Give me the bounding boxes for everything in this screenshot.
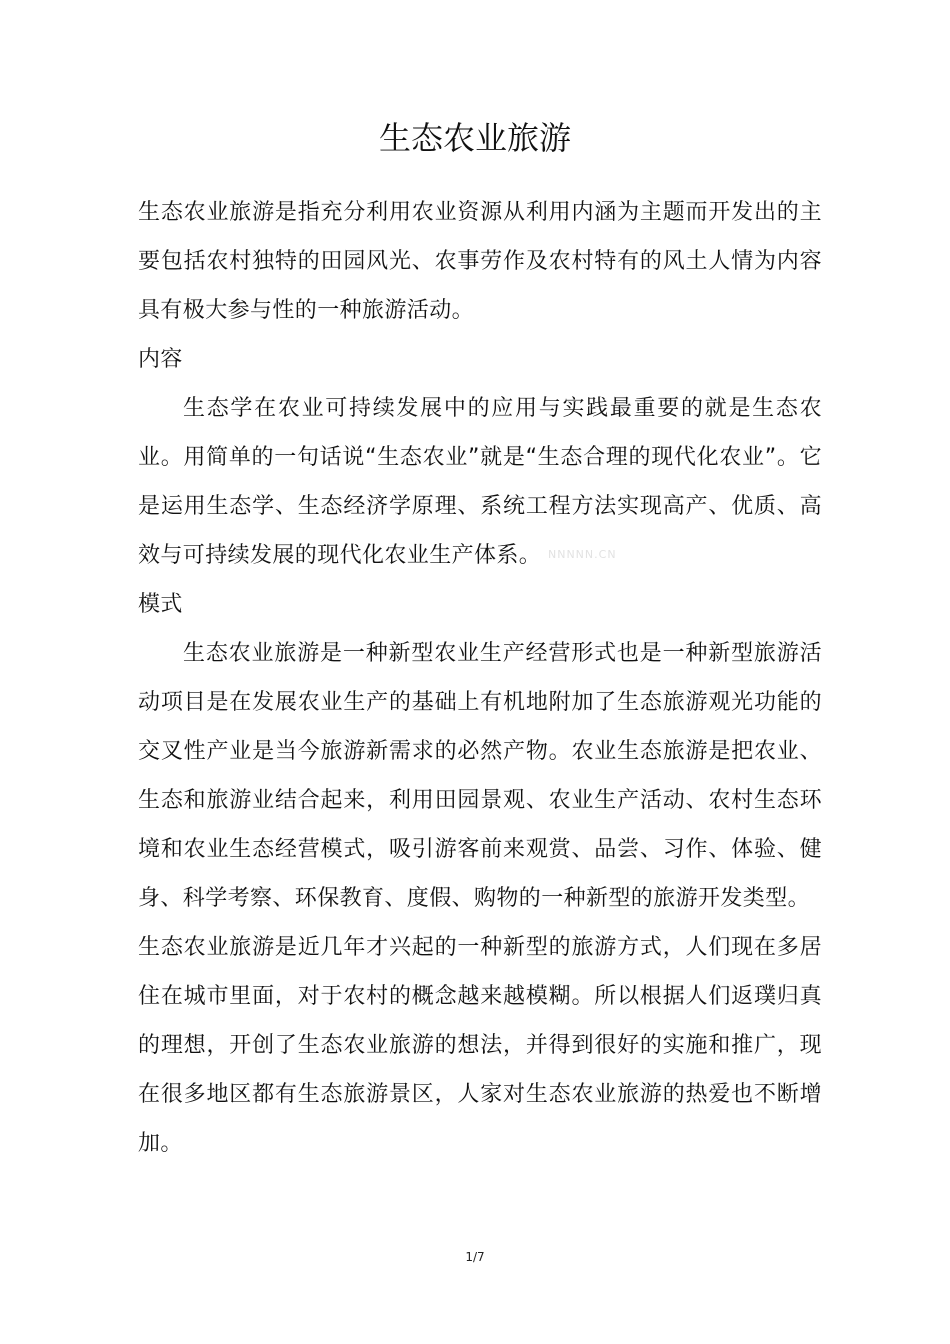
- page-number: 1/7: [465, 1250, 485, 1264]
- mode-paragraph-2: 生态农业旅游是近几年才兴起的一种新型的旅游方式，人们现在多居住在城市里面，对于农村的概念越来越模糊。所以根据人们返璞归真的理想，开创了生态农业旅游的想法，并得到很好的实施和推广，现在很多地区都有生态旅游景区，人家对生态农业旅游的热爱也不断增加。: [138, 935, 822, 1156]
- document-body: [138, 188, 822, 1168]
- watermark-text: NNNNN.CN: [548, 548, 617, 561]
- intro-paragraph: 生态农业旅游是指充分利用农业资源从利用内涵为主题而开发出的主要包括农村独特的田园风光、农事劳作及农村特有的风土人情为内容具有极大参与性的一种旅游活动。: [138, 200, 822, 323]
- mode-paragraph-1: 生态农业旅游是一种新型农业生产经营形式也是一种新型旅游活动项目是在发展农业生产的基础上有机地附加了生态旅游观光功能的交叉性产业是当今旅游新需求的必然产物。农业生态旅游是把农业、生态和旅游业结合起来，利用田园景观、农业生产活动、农村生态环境和农业生态经营模式，吸引游客前来观赏、品尝、习作、体验、健身、科学考察、环保教育、度假、购物的一种新型的旅游开发类型。: [138, 641, 822, 911]
- document-title: 生态农业旅游: [378, 119, 571, 157]
- section-heading-mode: 模式: [138, 592, 183, 617]
- section-heading-content: 内容: [138, 347, 183, 372]
- content-paragraph: 生态学在农业可持续发展中的应用与实践最重要的就是生态农业。用简单的一句话说“生态农业”就是“生态合理的现代化农业”。它是运用生态学、生态经济学原理、系统工程方法实现高产、优质、高效与可持续发展的现代化农业生产体系。: [138, 396, 822, 568]
